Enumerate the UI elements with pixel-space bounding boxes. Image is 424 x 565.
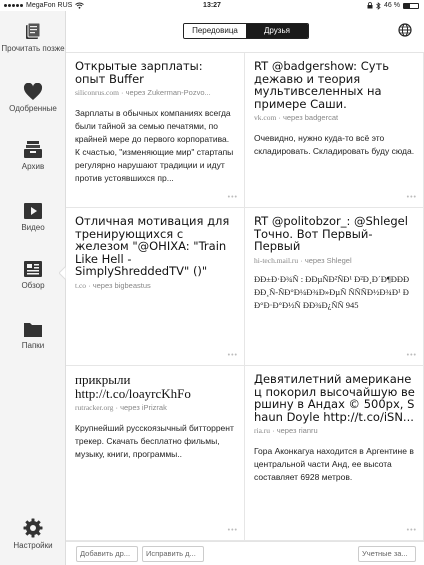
article-card[interactable] (66, 208, 245, 366)
tab-friends[interactable]: Друзья (246, 24, 308, 38)
tab-frontpage[interactable]: Передовица (184, 24, 246, 38)
more-dots-icon[interactable]: ••• (227, 194, 238, 201)
article-title: RT @politobzor_: @Shlegel Точно. Вот Первый-Первый (254, 214, 408, 253)
accounts-button[interactable]: Учетные за... (358, 546, 416, 562)
more-dots-icon[interactable]: ••• (406, 527, 417, 534)
articles-grid (66, 53, 424, 541)
status-right (367, 0, 419, 11)
sidebar-item-label: Архив (21, 162, 45, 171)
article-via: · через Zukerman-Pozvo... (121, 88, 211, 97)
article-title: прикрыли http://t.co/loayrcKhFo (75, 372, 191, 401)
sidebar-item-label: Видео (21, 223, 45, 232)
bluetooth-icon (376, 2, 381, 10)
sidebar-item-settings[interactable] (0, 518, 66, 550)
gear-icon (23, 518, 43, 538)
more-dots-icon[interactable]: ••• (227, 352, 238, 359)
article-title: RT @badgershow: Суть дежавю и теория мультивселенных на примере Саши. (254, 59, 390, 111)
lock-rotation-icon (367, 2, 373, 9)
carrier-label: MegaFon RUS (26, 2, 73, 9)
battery-icon (403, 3, 419, 9)
article-source: vk.com (254, 113, 277, 122)
sidebar-item-read-later[interactable] (0, 21, 66, 53)
selection-pointer (59, 266, 66, 280)
sidebar-item-label: Папки (21, 341, 45, 350)
sidebar-item-folders[interactable] (0, 320, 66, 350)
article-meta (254, 256, 415, 265)
article-via: · через Shlegel (300, 255, 352, 265)
video-icon (23, 202, 43, 220)
sidebar-item-label: Обзор (21, 281, 45, 290)
article-via: · через bigbeastus (88, 280, 151, 290)
more-dots-icon[interactable]: ••• (406, 194, 417, 201)
add-friends-button[interactable]: Добавить др... (76, 546, 138, 562)
article-excerpt: Зарплаты в обычных компаниях всегда были тайной за семью печатями, по крайней мере до первого корпоратива. К счастью, "изменяющие мир" стартапы регулярно нарушают традиции и идут против устоявшихся пр... (75, 108, 234, 183)
archive-icon (23, 139, 43, 159)
heart-icon (23, 83, 43, 101)
read-later-icon (24, 21, 42, 41)
article-card[interactable] (245, 366, 424, 541)
more-dots-icon[interactable]: ••• (406, 352, 417, 359)
article-meta (75, 403, 236, 412)
article-via: · через badgercat (278, 113, 339, 122)
article-source: rutracker.org (75, 403, 114, 412)
article-excerpt: Крупнейший русскоязычный битторрент трекер. Скачать бесплатно фильмы, музыку, книги, программы.. (75, 423, 234, 459)
article-card[interactable] (66, 53, 245, 208)
article-source: hi-tech.mail.ru (254, 255, 299, 265)
feed-tabs (183, 23, 309, 39)
article-title: Открытые зарплаты: опыт Buffer (75, 59, 203, 86)
article-card[interactable] (66, 366, 245, 541)
sidebar-item-label: Одобренные (9, 104, 57, 113)
battery-percent: 46 % (384, 2, 400, 9)
article-via: · через rianru (272, 426, 318, 435)
fix-button[interactable]: Исправить д... (142, 546, 204, 562)
sidebar-item-overview[interactable] (0, 260, 66, 290)
article-excerpt: ÐÐ±Ð·Ð¾Ñ : ÐÐµÑÐ²ÑÐ¹ Ð²Ð¸Ð´Ð¶ÐÐÐÐÐ¸Ñ-ÑÐ°Ð¼Ð¾Ð»ÐµÑ ÑÑÑÐ½Ð¾Ð¹ ÐÐ°Ð·Ð°Ð½Ñ ÐÐ¾Ð¿ÑÑ 945 (254, 273, 410, 310)
folder-icon (23, 320, 43, 338)
globe-icon[interactable] (398, 23, 412, 37)
status-time: 13:27 (203, 2, 221, 9)
article-source: t.co (75, 280, 87, 290)
article-card[interactable] (245, 53, 424, 208)
bottom-toolbar (66, 541, 424, 565)
article-source: siliconrus.com (75, 88, 119, 97)
article-title: Девятилетний американец покорил высочайшую вершину в Андах © 500px, Shaun Doyle http://t.co/iSN... (254, 372, 415, 424)
more-dots-icon[interactable]: ••• (227, 527, 238, 534)
sidebar-item-archive[interactable] (0, 139, 66, 171)
article-meta (75, 88, 236, 97)
article-excerpt: Гора Аконкагуа находится в Аргентине в центральной части Анд, ее высота составляет 6928 метров. (254, 446, 414, 482)
article-excerpt: Очевидно, нужно куда-то всё это складировать. Складировать буду сюда. (254, 133, 415, 156)
top-bar (66, 11, 424, 53)
sidebar-item-label: Настройки (13, 541, 53, 550)
article-meta (254, 426, 415, 435)
sidebar (0, 11, 66, 565)
status-bar (0, 0, 424, 11)
article-source: ria.ru (254, 426, 271, 435)
article-card[interactable] (245, 208, 424, 366)
article-title: Отличная мотивация для тренирующихся с железом "@OHIXA: "Train Like Hell - SimplyShreddedTV" ()" (75, 214, 230, 278)
overview-icon (23, 260, 43, 278)
article-via: · через iPrizrak (115, 403, 167, 412)
sidebar-item-liked[interactable] (0, 83, 66, 113)
article-meta (254, 113, 415, 122)
article-meta (75, 281, 236, 290)
sidebar-item-video[interactable] (0, 202, 66, 232)
battery-fill (404, 4, 410, 8)
sidebar-item-label: Прочитать позже (1, 44, 65, 53)
